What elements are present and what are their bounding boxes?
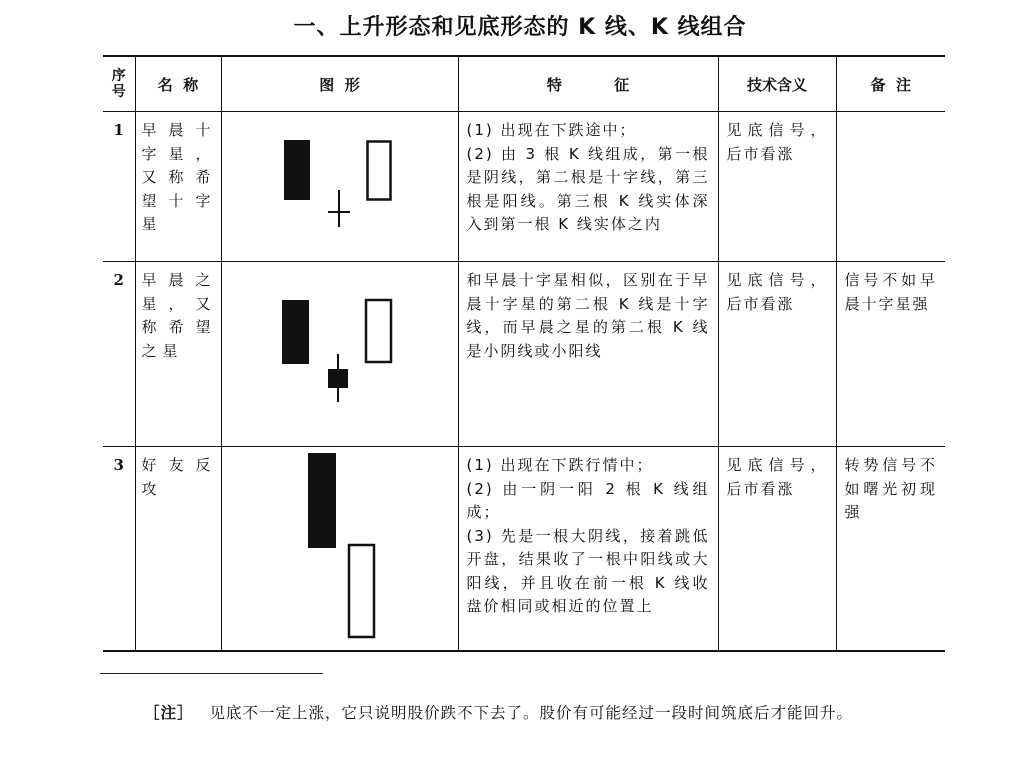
feature-line: (3) 先是一根大阴线，接着跳低开盘，结果收了一根中阳线或大阳线，并且收在前一根 K 线收盘价相同或相近的位置上 xyxy=(466,526,710,615)
bearish-candle-icon xyxy=(284,140,310,200)
feature-line: (1) 出现在下跌行情中； xyxy=(466,456,654,474)
header-feature: 特 征 xyxy=(458,56,718,112)
table-row xyxy=(103,112,945,262)
table-row xyxy=(103,447,945,651)
row-figure xyxy=(221,262,458,447)
row-meaning: 见底信号，后市看涨 xyxy=(718,447,836,651)
row-features xyxy=(458,112,718,262)
header-figure: 图 形 xyxy=(221,56,458,112)
row-meaning: 见底信号，后市看涨 xyxy=(718,262,836,447)
row-seq: 1 xyxy=(103,112,135,262)
row-seq: 2 xyxy=(103,262,135,447)
row-features xyxy=(458,262,718,447)
feature-line: 和早晨十字星相似，区别在于早晨十字星的第二根 K 线是十字线，而早晨之星的第二根 K 线是小阴线或小阳线 xyxy=(466,271,710,360)
header-seq xyxy=(103,56,135,112)
bullish-candle-icon xyxy=(349,545,374,637)
feature-line: (2) 由 3 根 K 线组成，第一根是阴线，第二根是十字线，第三根是阳线。第三根 K 线实体深入到第一根 K 线实体之内 xyxy=(466,144,710,233)
kline-pattern-table xyxy=(103,55,945,652)
row-pattern-name: 好友反攻 xyxy=(135,447,221,651)
row-seq: 3 xyxy=(103,447,135,651)
header-seq-bottom: 号 xyxy=(111,84,126,100)
footnote xyxy=(100,698,950,729)
footnote-divider xyxy=(100,673,323,674)
morning-star-figure xyxy=(222,262,459,447)
bearish-candle-icon xyxy=(282,300,309,364)
note-tag: ［注］ xyxy=(144,704,194,722)
row-figure xyxy=(221,447,458,651)
meeting-lines-figure xyxy=(222,447,459,651)
header-name: 名 称 xyxy=(135,56,221,112)
bullish-candle-icon xyxy=(367,142,390,200)
large-bearish-candle-icon xyxy=(308,453,336,548)
feature-line: (1) 出现在下跌途中； xyxy=(466,121,637,139)
row-figure xyxy=(221,112,458,262)
header-meaning: 技术含义 xyxy=(718,56,836,112)
morning-doji-star-figure xyxy=(222,112,459,262)
header-seq-top: 序 xyxy=(111,68,126,84)
feature-line: (2) 由一阴一阳 2 根 K 线组成； xyxy=(466,479,710,521)
row-pattern-name: 早晨之星，又称希望之星 xyxy=(135,262,221,447)
note-text: 见底不一定上涨，它只说明股价跌不下去了。股价有可能经过一段时间筑底后才能回升。 xyxy=(209,704,854,722)
header-remark: 备 注 xyxy=(836,56,945,112)
row-remark xyxy=(836,112,945,262)
row-features xyxy=(458,447,718,651)
small-bearish-candle-icon xyxy=(328,369,348,388)
row-pattern-name: 早晨十字星，又称希望十字星 xyxy=(135,112,221,262)
row-remark: 信号不如早晨十字星强 xyxy=(836,262,945,447)
table-row xyxy=(103,262,945,447)
section-title: 一、上升形态和见底形态的 K 线、K 线组合 xyxy=(293,15,747,40)
row-meaning: 见底信号，后市看涨 xyxy=(718,112,836,262)
bullish-candle-icon xyxy=(366,300,391,362)
row-remark: 转势信号不如曙光初现强 xyxy=(836,447,945,651)
table-header-row xyxy=(103,56,945,112)
